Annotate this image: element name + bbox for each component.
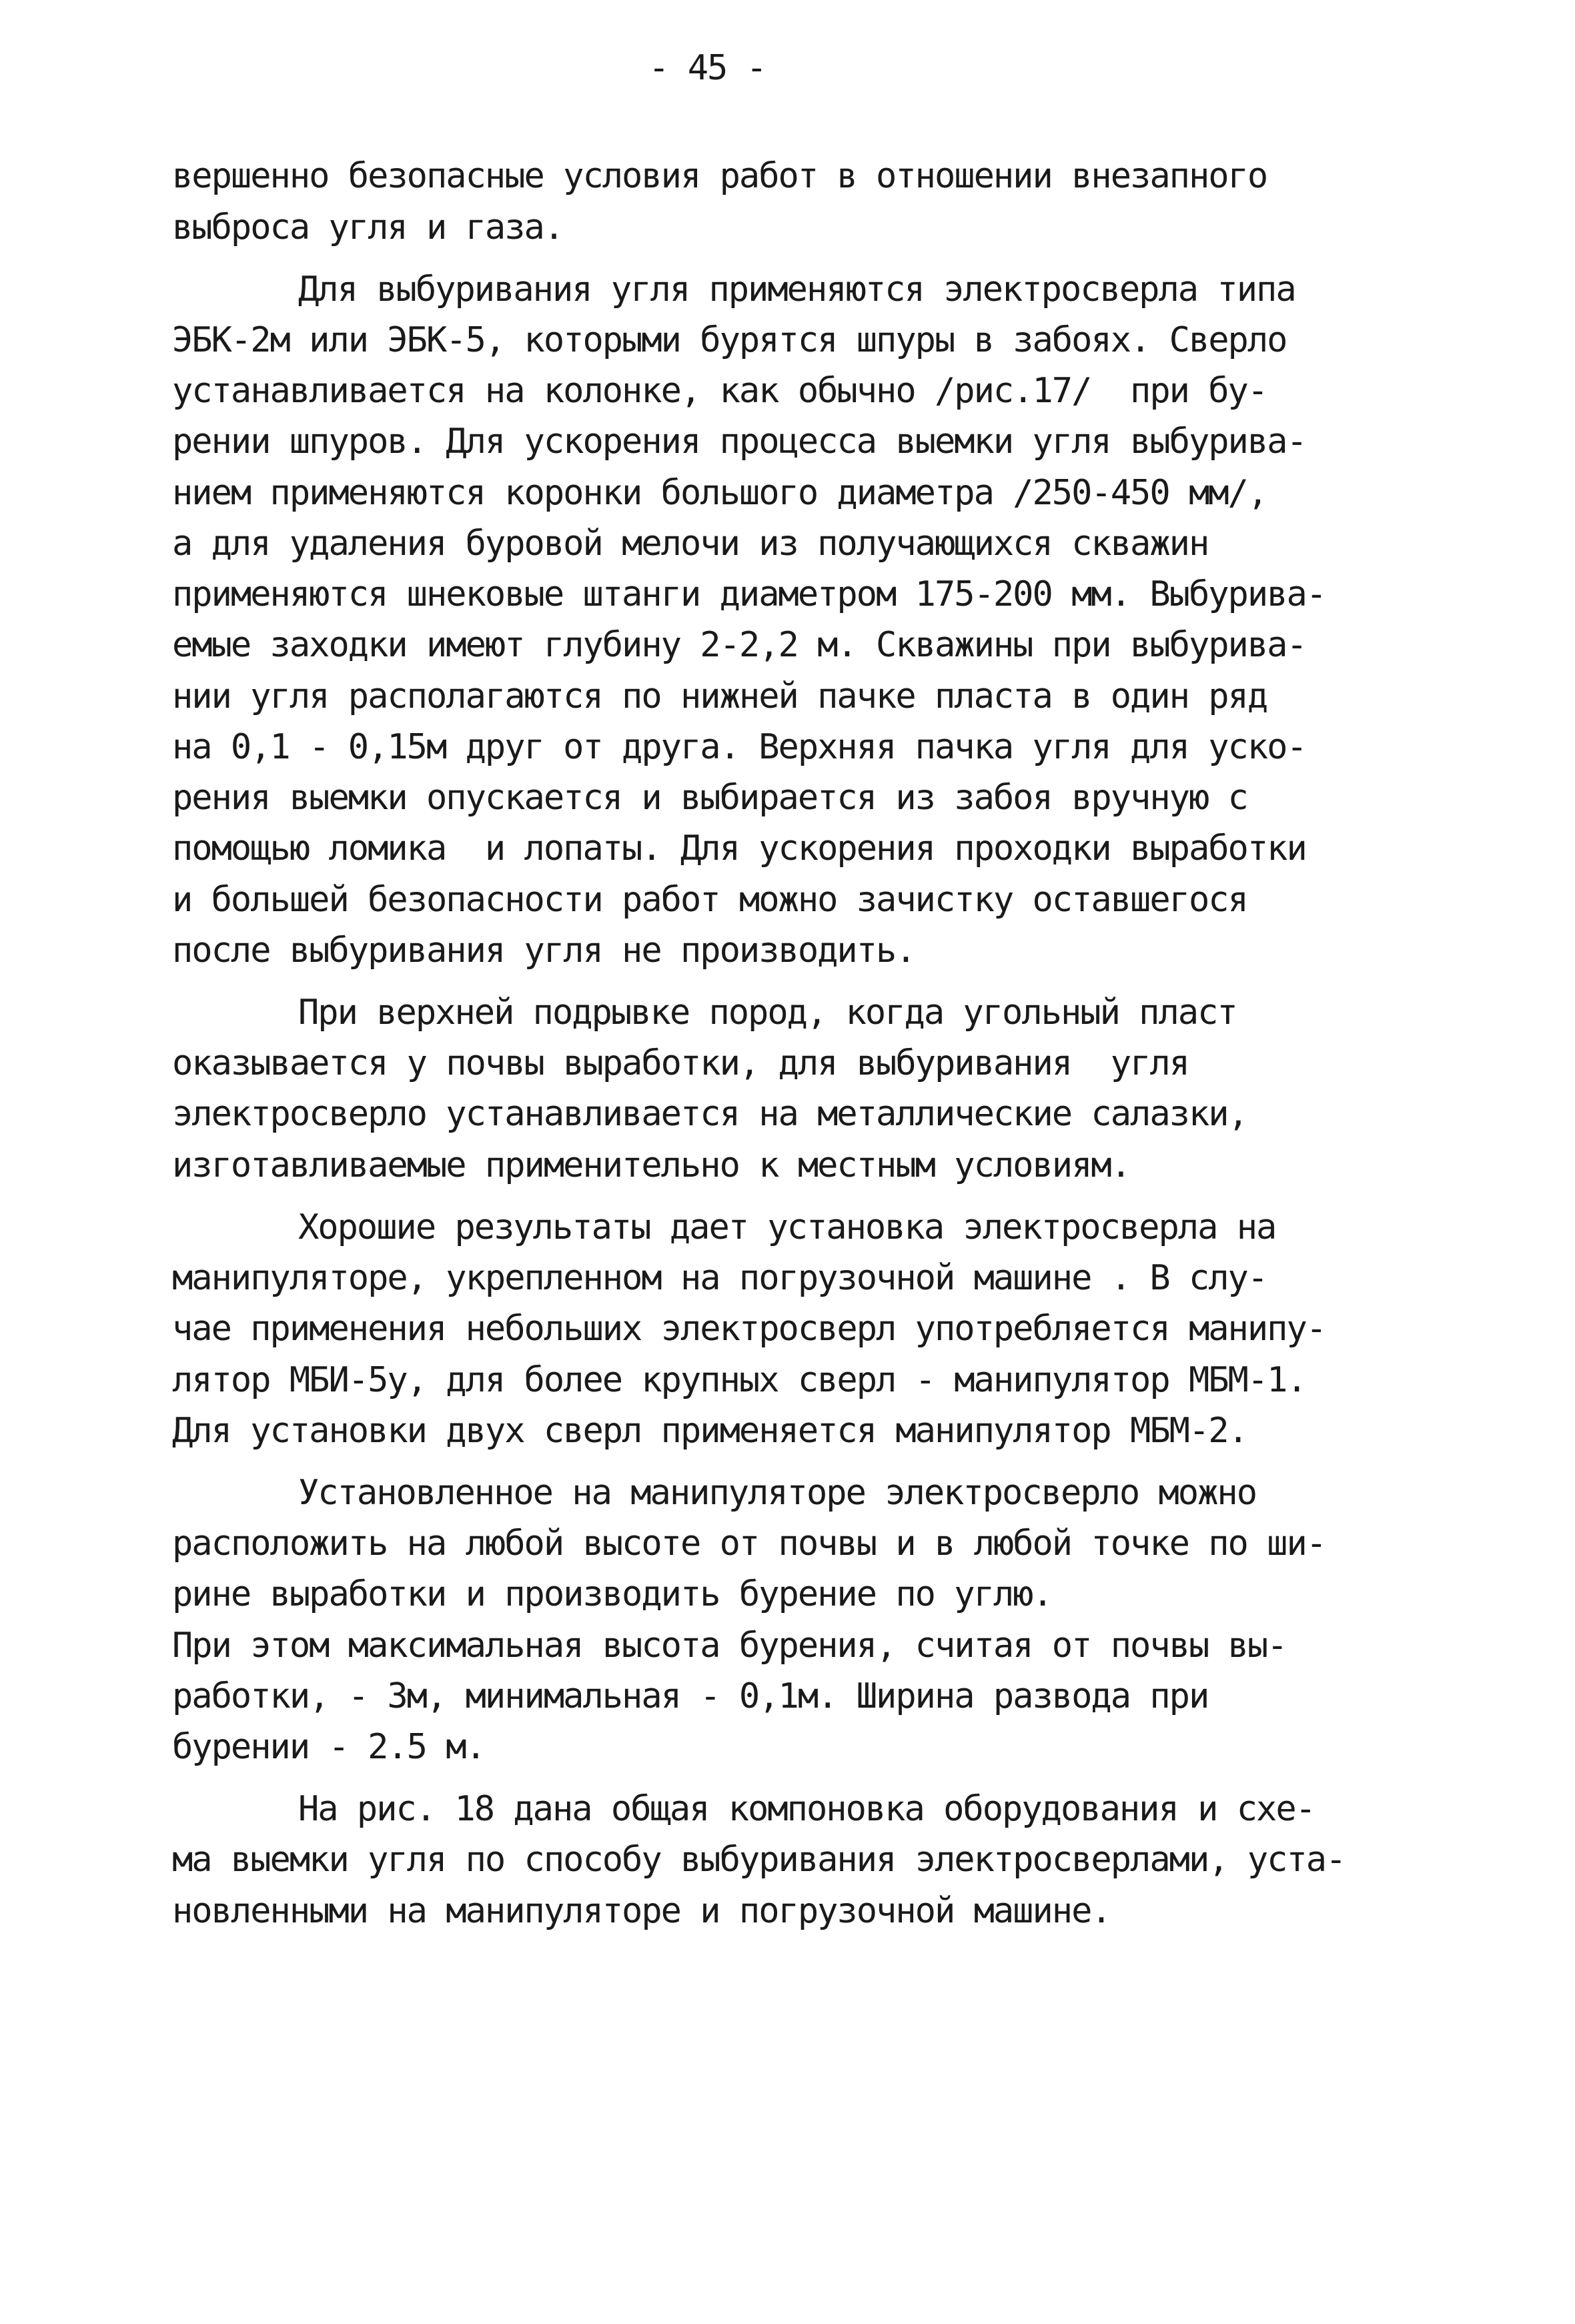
text-line: Для установки двух сверл применяется манипулятор МБМ-2. xyxy=(172,1411,1247,1451)
text-line: нием применяются коронки большого диаметра /250-450 мм/, xyxy=(172,473,1267,513)
text-line: на 0,1 - 0,15м друг от друга. Верхняя пачка угля для уско- xyxy=(172,727,1306,767)
text-line: нии угля располагаются по нижней пачке пласта в один ряд xyxy=(172,676,1267,716)
text-line: работки, - 3м, минимальная - 0,1м. Ширина развода при xyxy=(172,1676,1209,1716)
text-line: расположить на любой высоте от почвы и в любой точке по ши- xyxy=(172,1524,1326,1564)
text-line: манипуляторе, укрепленном на погрузочной машине . В слу- xyxy=(172,1258,1267,1298)
text-line: новленными на манипуляторе и погрузочной машине. xyxy=(172,1891,1111,1931)
text-line: применяются шнековые штанги диаметром 175-200 мм. Выбурива- xyxy=(172,574,1326,614)
text-line: выброса угля и газа. xyxy=(172,207,564,247)
text-line: При верхней подрывке пород, когда угольный пласт xyxy=(298,993,1237,1033)
text-line: электросверло устанавливается на металлические салазки, xyxy=(172,1094,1247,1134)
text-line: Для выбуривания угля применяются электросверла типа xyxy=(298,269,1295,310)
text-line: чае применения небольших электросверл употребляется манипу- xyxy=(172,1309,1326,1349)
text-line: и большей безопасности работ можно зачистку оставшегося xyxy=(172,880,1247,920)
page-number: - 45 - xyxy=(648,48,766,88)
text-line: емые заходки имеют глубину 2-2,2 м. Скважины при выбурива- xyxy=(172,625,1306,665)
text-line: помощью ломика и лопаты. Для ускорения проходки выработки xyxy=(172,828,1306,868)
text-line: ЭБК-2м или ЭБК-5, которыми бурятся шпуры в забоях. Сверло xyxy=(172,320,1287,360)
text-line: бурении - 2.5 м. xyxy=(172,1727,485,1767)
text-line: Хорошие результаты дает установка электросверла на xyxy=(298,1207,1276,1247)
text-line: вершенно безопасные условия работ в отношении внезапного xyxy=(172,156,1267,196)
text-line: При этом максимальная высота бурения, считая от почвы вы- xyxy=(172,1626,1287,1666)
text-line: изготавливаемые применительно к местным условиям. xyxy=(172,1145,1131,1185)
text-line: Установленное на манипуляторе электросверло можно xyxy=(298,1473,1257,1513)
text-line: а для удаления буровой мелочи из получающихся скважин xyxy=(172,524,1209,564)
text-line: лятор МБИ-5у, для более крупных сверл - манипулятор МБМ-1. xyxy=(172,1360,1306,1400)
text-line: рения выемки опускается и выбирается из забоя вручную с xyxy=(172,778,1247,818)
text-line: ма выемки угля по способу выбуривания электросверлами, уста- xyxy=(172,1840,1346,1880)
text-line: рении шпуров. Для ускорения процесса выемки угля выбурива- xyxy=(172,422,1306,462)
text-line: после выбуривания угля не производить. xyxy=(172,931,915,971)
text-line: устанавливается на колонке, как обычно /рис.17/ при бу- xyxy=(172,371,1267,411)
text-line: оказывается у почвы выработки, для выбуривания угля xyxy=(172,1043,1189,1083)
text-line: рине выработки и производить бурение по углю. xyxy=(172,1574,1052,1614)
text-line: На рис. 18 дана общая компоновка оборудования и схе- xyxy=(298,1789,1315,1829)
